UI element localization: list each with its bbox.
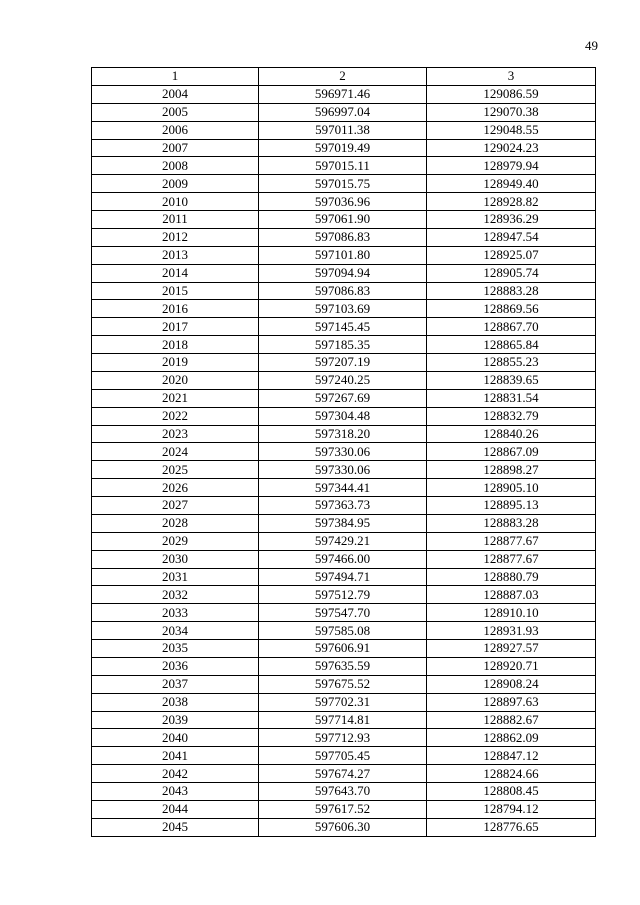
table-cell: 129048.55 xyxy=(427,121,596,139)
table-cell: 597466.00 xyxy=(259,550,427,568)
table-row xyxy=(92,747,596,765)
table-cell: 597318.20 xyxy=(259,425,427,443)
table-row xyxy=(92,586,596,604)
table-cell: 128927.57 xyxy=(427,640,596,658)
table-cell: 2029 xyxy=(92,532,259,550)
table-cell: 597036.96 xyxy=(259,193,427,211)
table-cell: 2035 xyxy=(92,640,259,658)
table-cell: 597304.48 xyxy=(259,407,427,425)
table-row xyxy=(92,318,596,336)
table-cell: 2006 xyxy=(92,121,259,139)
table-cell: 128883.28 xyxy=(427,514,596,532)
table-row xyxy=(92,657,596,675)
table-cell: 597606.91 xyxy=(259,640,427,658)
table-cell: 2028 xyxy=(92,514,259,532)
table-cell: 128931.93 xyxy=(427,622,596,640)
table-cell: 128877.67 xyxy=(427,550,596,568)
table-cell: 597267.69 xyxy=(259,389,427,407)
column-header: 2 xyxy=(259,68,427,86)
table-cell: 2025 xyxy=(92,461,259,479)
table-cell: 128839.65 xyxy=(427,371,596,389)
table-cell: 2012 xyxy=(92,228,259,246)
table-row xyxy=(92,300,596,318)
table-cell: 2023 xyxy=(92,425,259,443)
table-cell: 128794.12 xyxy=(427,800,596,818)
table-cell: 2008 xyxy=(92,157,259,175)
table-cell: 128949.40 xyxy=(427,175,596,193)
table-row xyxy=(92,711,596,729)
table-cell: 596997.04 xyxy=(259,103,427,121)
table-cell: 2045 xyxy=(92,818,259,836)
table-row xyxy=(92,675,596,693)
table-cell: 597635.59 xyxy=(259,657,427,675)
table-cell: 597101.80 xyxy=(259,246,427,264)
table-header-row xyxy=(92,68,596,86)
table-cell: 2015 xyxy=(92,282,259,300)
table-cell: 597512.79 xyxy=(259,586,427,604)
table-cell: 597714.81 xyxy=(259,711,427,729)
table-cell: 2017 xyxy=(92,318,259,336)
table-cell: 2032 xyxy=(92,586,259,604)
table-cell: 2044 xyxy=(92,800,259,818)
table-cell: 128855.23 xyxy=(427,354,596,372)
table-row xyxy=(92,103,596,121)
table-cell: 597585.08 xyxy=(259,622,427,640)
table-row xyxy=(92,550,596,568)
table-cell: 2038 xyxy=(92,693,259,711)
table-cell: 597429.21 xyxy=(259,532,427,550)
table-cell: 128936.29 xyxy=(427,211,596,229)
table-cell: 597617.52 xyxy=(259,800,427,818)
table-cell: 597019.49 xyxy=(259,139,427,157)
table-cell: 597015.11 xyxy=(259,157,427,175)
table-row xyxy=(92,479,596,497)
table-cell: 597702.31 xyxy=(259,693,427,711)
table-cell: 596971.46 xyxy=(259,85,427,103)
table-row xyxy=(92,389,596,407)
coordinates-table xyxy=(91,67,596,837)
table-row xyxy=(92,121,596,139)
table-row xyxy=(92,532,596,550)
table-cell: 597086.83 xyxy=(259,282,427,300)
table-row xyxy=(92,568,596,586)
table-cell: 128883.28 xyxy=(427,282,596,300)
table-cell: 128865.84 xyxy=(427,336,596,354)
table-cell: 597330.06 xyxy=(259,443,427,461)
table-cell: 128824.66 xyxy=(427,765,596,783)
table-cell: 2004 xyxy=(92,85,259,103)
table-cell: 2022 xyxy=(92,407,259,425)
table-cell: 2016 xyxy=(92,300,259,318)
table-cell: 597240.25 xyxy=(259,371,427,389)
table-cell: 597086.83 xyxy=(259,228,427,246)
table-cell: 597011.38 xyxy=(259,121,427,139)
table-cell: 2010 xyxy=(92,193,259,211)
table-cell: 597344.41 xyxy=(259,479,427,497)
table-cell: 597330.06 xyxy=(259,461,427,479)
table-cell: 128880.79 xyxy=(427,568,596,586)
table-row xyxy=(92,800,596,818)
table-cell: 597705.45 xyxy=(259,747,427,765)
table-cell: 128897.63 xyxy=(427,693,596,711)
table-cell: 128776.65 xyxy=(427,818,596,836)
table-cell: 2013 xyxy=(92,246,259,264)
table-row xyxy=(92,729,596,747)
table-cell: 128979.94 xyxy=(427,157,596,175)
table-row xyxy=(92,371,596,389)
table-cell: 128882.67 xyxy=(427,711,596,729)
table-cell: 128947.54 xyxy=(427,228,596,246)
table-cell: 2030 xyxy=(92,550,259,568)
table-cell: 597363.73 xyxy=(259,497,427,515)
table-cell: 2018 xyxy=(92,336,259,354)
table-cell: 128808.45 xyxy=(427,783,596,801)
table-row xyxy=(92,228,596,246)
table-row xyxy=(92,693,596,711)
table-cell: 597494.71 xyxy=(259,568,427,586)
table-cell: 128920.71 xyxy=(427,657,596,675)
table-cell: 2005 xyxy=(92,103,259,121)
table-cell: 597712.93 xyxy=(259,729,427,747)
table-row xyxy=(92,622,596,640)
table-cell: 2027 xyxy=(92,497,259,515)
table-row xyxy=(92,85,596,103)
table-cell: 128847.12 xyxy=(427,747,596,765)
table-cell: 128928.82 xyxy=(427,193,596,211)
table-cell: 128831.54 xyxy=(427,389,596,407)
table-cell: 2021 xyxy=(92,389,259,407)
table-cell: 128867.70 xyxy=(427,318,596,336)
table-cell: 2034 xyxy=(92,622,259,640)
table-cell: 2009 xyxy=(92,175,259,193)
table-cell: 128832.79 xyxy=(427,407,596,425)
table-cell: 128877.67 xyxy=(427,532,596,550)
table-cell: 597015.75 xyxy=(259,175,427,193)
table-cell: 597103.69 xyxy=(259,300,427,318)
table-row xyxy=(92,640,596,658)
table-cell: 128887.03 xyxy=(427,586,596,604)
table-cell: 128908.24 xyxy=(427,675,596,693)
table-cell: 597675.52 xyxy=(259,675,427,693)
table-cell: 597674.27 xyxy=(259,765,427,783)
table-cell: 2043 xyxy=(92,783,259,801)
table-cell: 128898.27 xyxy=(427,461,596,479)
table-cell: 597643.70 xyxy=(259,783,427,801)
table-row xyxy=(92,604,596,622)
table-row xyxy=(92,246,596,264)
table-cell: 128862.09 xyxy=(427,729,596,747)
table-row xyxy=(92,461,596,479)
table-row xyxy=(92,765,596,783)
table-cell: 2041 xyxy=(92,747,259,765)
table-row xyxy=(92,264,596,282)
table-cell: 597384.95 xyxy=(259,514,427,532)
table-row xyxy=(92,407,596,425)
table-row xyxy=(92,139,596,157)
table-cell: 2031 xyxy=(92,568,259,586)
table-cell: 128905.10 xyxy=(427,479,596,497)
table-cell: 597547.70 xyxy=(259,604,427,622)
table-cell: 597145.45 xyxy=(259,318,427,336)
table-cell: 597606.30 xyxy=(259,818,427,836)
page-number: 49 xyxy=(585,38,598,53)
table-cell: 128910.10 xyxy=(427,604,596,622)
table-cell: 129070.38 xyxy=(427,103,596,121)
table-cell: 597061.90 xyxy=(259,211,427,229)
table-row xyxy=(92,497,596,515)
table-row xyxy=(92,175,596,193)
table-cell: 128925.07 xyxy=(427,246,596,264)
table-row xyxy=(92,157,596,175)
table-cell: 2040 xyxy=(92,729,259,747)
table-row xyxy=(92,425,596,443)
table-cell: 129086.59 xyxy=(427,85,596,103)
table-cell: 2039 xyxy=(92,711,259,729)
table-cell: 597185.35 xyxy=(259,336,427,354)
table-row xyxy=(92,193,596,211)
table-cell: 2042 xyxy=(92,765,259,783)
table-cell: 128867.09 xyxy=(427,443,596,461)
table-cell: 128840.26 xyxy=(427,425,596,443)
table-cell: 2007 xyxy=(92,139,259,157)
table-cell: 2020 xyxy=(92,371,259,389)
table-row xyxy=(92,354,596,372)
table-cell: 2036 xyxy=(92,657,259,675)
table-cell: 597207.19 xyxy=(259,354,427,372)
table-cell: 2019 xyxy=(92,354,259,372)
table-cell: 2014 xyxy=(92,264,259,282)
table-cell: 128905.74 xyxy=(427,264,596,282)
table-cell: 2011 xyxy=(92,211,259,229)
table-cell: 597094.94 xyxy=(259,264,427,282)
column-header: 3 xyxy=(427,68,596,86)
table-row xyxy=(92,443,596,461)
table-cell: 128895.13 xyxy=(427,497,596,515)
table-cell: 2037 xyxy=(92,675,259,693)
column-header: 1 xyxy=(92,68,259,86)
table-cell: 2026 xyxy=(92,479,259,497)
table-row xyxy=(92,336,596,354)
table-row xyxy=(92,282,596,300)
table-row xyxy=(92,783,596,801)
table-cell: 128869.56 xyxy=(427,300,596,318)
table-row xyxy=(92,211,596,229)
table-cell: 2033 xyxy=(92,604,259,622)
table-cell: 129024.23 xyxy=(427,139,596,157)
table-row xyxy=(92,818,596,836)
table-body xyxy=(92,85,596,836)
table-cell: 2024 xyxy=(92,443,259,461)
table-row xyxy=(92,514,596,532)
